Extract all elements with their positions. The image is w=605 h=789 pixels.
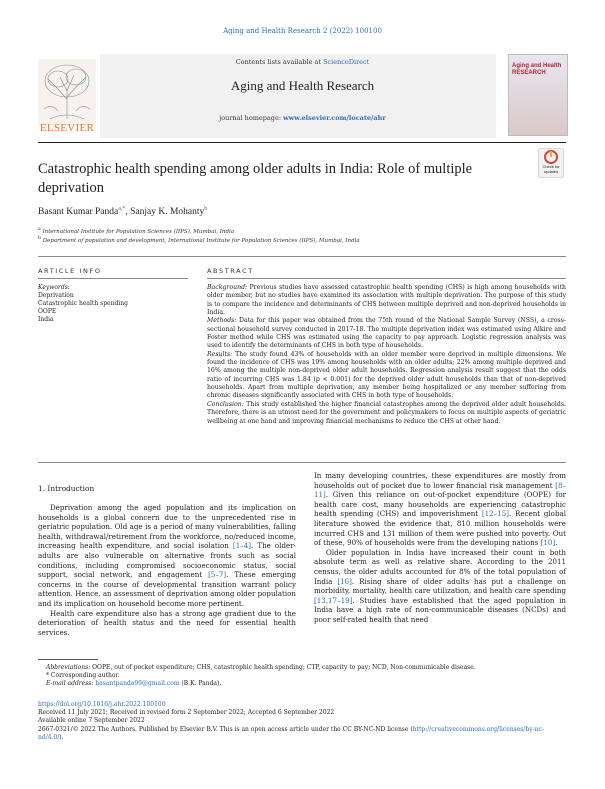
sciencedirect-link[interactable]: ScienceDirect: [323, 58, 370, 66]
homepage-link[interactable]: www.elsevier.com/locate/ahr: [283, 114, 386, 122]
cover-title: [512, 63, 561, 77]
keyword-item: Deprivation: [38, 292, 74, 299]
author-2[interactable]: Sanjay K. Mohanty: [130, 207, 205, 218]
keywords-block: [38, 284, 188, 324]
keyword-item: OOPE: [38, 308, 57, 315]
conclusion-label: Conclusion:: [207, 400, 244, 408]
author-1-marks[interactable]: a,*: [118, 206, 126, 212]
para-text: . Studies have established that the aged population in India have a high rate of non-communicable diseases (NCDs) and poor self-rated health that need: [314, 595, 566, 624]
intro-paragraph: [314, 471, 566, 548]
para-text: Health care expenditure also has a strong age gradient due to the deterioration of health status and the need for essential health services.: [38, 608, 296, 637]
intro-paragraph: [38, 609, 296, 638]
intro-paragraph: [38, 503, 296, 609]
email-label: E-mail address:: [46, 680, 94, 688]
license-statement: [38, 726, 566, 742]
abbreviations-text: OOPE, out of pocket expenditure; CHS, catastrophic health spending; CTP, capacity to pay; NCD, Non-communicable disease.: [90, 664, 476, 671]
abstract-methods: [207, 317, 566, 350]
results-text: The study found 43% of households with an older member were deprived in multiple dimensions. We found the incidence of CHS was 19% among households with an older adults; 22% among multiple deprived and 16% among the multiple non-deprived older adult households. Regression analysis result suggest that the odds ratio of incurring CHS was 1.84 (p < 0.001) for the deprived older adult households than that of non-deprived households. Apart from multiple deprivation, any member being hospitalized or any member suffering from chronic diseases significantly associated with CHS in both type of households.: [207, 350, 566, 400]
citation-link[interactable]: [10]: [540, 538, 556, 548]
journal-header-box: [100, 54, 496, 138]
author-2-marks[interactable]: b: [204, 206, 208, 212]
intro-paragraph: [314, 548, 566, 625]
keyword-item: Catastrophic health spending: [38, 300, 128, 307]
methods-label: Methods:: [207, 317, 237, 325]
citation-link[interactable]: [13,17–19]: [314, 595, 353, 605]
citation-link[interactable]: [8–11]: [314, 480, 566, 500]
intro-right-column: [314, 471, 566, 625]
para-text: Deprivation among the aged population and its implication on households is a global concern due to the unprecedented rise in geriatric population. Old age is a period of many vulnerabilities, falling health, withdrawal/retirement from the workforce, no/reduced income, increasing health expenditure, and social isolation: [38, 503, 296, 551]
background-label: Background:: [207, 284, 248, 291]
received-dates: Received 11 July 2021; Received in revised form 2 September 2022; Accepted 6 September 2022: [38, 709, 335, 717]
affiliation-b-text: Department of population and development, International Institute for Population Sciences (IIPS), Mumbai, India: [42, 237, 360, 244]
abstract-background: [207, 284, 566, 317]
publisher-name: ELSEVIER: [39, 122, 95, 134]
affiliation-b-mark: b: [38, 236, 41, 241]
para-text: . Rising share of older adults has put a challenge on morbidity, mortality, health care utilization, and health care spending: [314, 576, 567, 596]
author-line: [38, 206, 207, 217]
abbreviations-note: [38, 664, 566, 672]
cover-title-line2: RESEARCH: [512, 70, 546, 76]
email-link[interactable]: basantpanda99@gmail.com: [95, 680, 180, 688]
keyword-item: India: [38, 316, 54, 323]
para-text: Older population in India have increased their count in both absolute term as well as relative share. According to the 2011 census, the older adults accounted for 8% of the total population of India: [314, 547, 566, 586]
affiliation-rule: [38, 256, 566, 257]
contents-prefix: Contents lists available at: [235, 58, 324, 66]
badge-label-line2: updates: [543, 168, 559, 174]
abstract-label: ABSTRACT: [207, 267, 254, 275]
available-online: Available online 7 September 2022: [38, 717, 145, 725]
corresponding-note: * Corresponding author.: [46, 672, 120, 680]
doi-link[interactable]: https://doi.org/10.1016/j.ahr.2022.100100: [38, 701, 166, 708]
abstract-end-rule: [38, 462, 566, 463]
homepage-prefix: journal homepage:: [219, 114, 284, 122]
running-header[interactable]: Aging and Health Research 2 (2022) 100100: [223, 27, 382, 35]
affiliation-a-mark: a: [38, 227, 41, 232]
affiliation-a-text: International Institute for Population Sciences (IIPS), Mumbai, India: [42, 228, 235, 235]
license-prefix: 2667-0321/© 2022 The Authors. Published by Elsevier B.V. This is an open access article under the CC BY-NC-ND license (: [38, 725, 413, 733]
check-for-updates-badge[interactable]: [538, 148, 564, 178]
affiliation-b: [38, 236, 360, 244]
methods-text: Data for this paper was obtained from the 75th round of the National Sample Survey (NSS), a cross-sectional household survey conducted in 2017-18. The multiple deprivation index was estimated using Alkire and Foster method while CHS was estimated using the capacity to pay approach. Logistic regression analysis was used to identify the determinants of CHS in both type of households.: [207, 317, 566, 350]
citation-link[interactable]: [16]: [337, 576, 352, 586]
para-text: . Given this reliance on out-of-pocket expenditure (OOPE) for health care cost, many households are experiencing catastrophic health spending (CHS) and impoverishment: [314, 490, 566, 519]
header-rule: [38, 142, 566, 143]
email-tail: (B.K. Panda).: [179, 680, 222, 688]
author-1[interactable]: Basant Kumar Panda: [38, 207, 119, 218]
keywords-label: Keywords:: [38, 284, 70, 291]
journal-title: Aging and Health Research: [230, 78, 375, 93]
para-text: . These emerging concerns in the course of developmental transition warrant policy attention. Hence, an assessment of deprivation among older population and its implication on household become more pertinent.: [38, 570, 296, 608]
license-suffix: ).: [59, 733, 64, 741]
intro-left-column: [38, 503, 296, 637]
license-link[interactable]: http://creativecommons.org/licenses/by-nc-nd/4.0/: [38, 725, 544, 741]
abstract-body: [207, 284, 566, 426]
author-separator: ,: [125, 207, 131, 218]
results-label: Results:: [207, 350, 233, 358]
article-title: Catastrophic health spending among older adults in India: Role of multiple deprivation: [38, 161, 473, 196]
background-text: Previous studies have assessed catastrophic health spending (CHS) is high among households with older member, but no studies have examined its association with multiple deprivation. The purpose of this study is to compare the incidence and determinants of CHS between multiple deprived and non-deprived households in India.: [207, 284, 566, 317]
affiliation-a: [38, 227, 234, 235]
article-info-rule: [38, 278, 188, 279]
abstract-results: [207, 351, 566, 401]
cover-title-line1: Aging and Health: [512, 63, 562, 69]
para-text: .: [555, 538, 558, 548]
para-text: . Recent global literature showed the evidence that, 810 million households were incurred CHS and 131 million of them were pushed into poverty. Out of these, 90% of households were from the developing nations: [314, 509, 566, 548]
email-note: [38, 680, 566, 688]
badge-label-line1: Check for: [542, 164, 560, 169]
elsevier-tree-logo: [38, 54, 96, 130]
conclusion-text: This study established the higher financial catastrophes among the deprived older adult households. Therefore, there is an utmost need for the government and policymakers to focus on multiple aspects of geriatric wellbeing at one hand and improving financial mechanisms to reduce the CHS at other hand.: [207, 400, 566, 425]
citation-link[interactable]: [12–15]: [481, 509, 509, 519]
article-info-label: ARTICLE INFO: [38, 267, 102, 275]
citation-link[interactable]: [5–7]: [208, 570, 227, 580]
abbreviations-label: Abbreviations:: [46, 664, 91, 671]
article-metadata: [38, 701, 566, 742]
journal-cover[interactable]: [508, 54, 568, 136]
citation-link[interactable]: [1–4]: [232, 541, 252, 551]
badge-label: [538, 165, 564, 174]
footnotes: [38, 664, 566, 689]
footnote-rule: [38, 659, 98, 660]
abstract-rule: [207, 278, 566, 279]
abstract-conclusion: [207, 401, 566, 426]
section-heading-introduction: 1. Introduction: [38, 484, 95, 493]
para-text: . The older-adults are also vulnerable on alternative fronts such as social conditions, including compromised socioeconomic status, social support, social network, and engagement: [38, 541, 296, 580]
para-text: In many developing countries, these expenditures are mostly from households out of pocket due to lower financial risk management: [314, 471, 566, 490]
